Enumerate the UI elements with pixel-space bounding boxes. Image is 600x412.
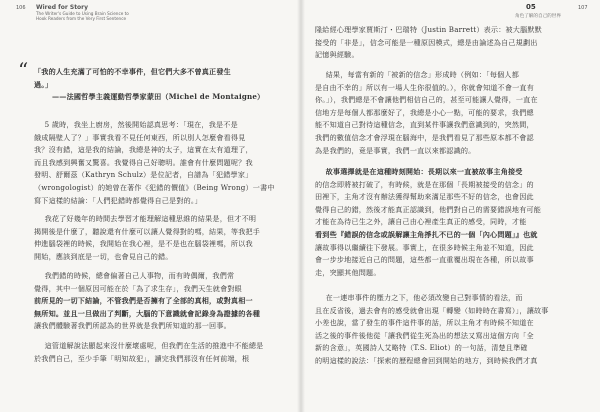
right-paragraph-1: 隆給經心理學家賈斯汀・巴瑞特（Justin Barrett）表示：被大腦默默 接受的「非是」，信念可能是一種原因模式，總是由論述為自己規劃出 記憶與經驗。 [315, 25, 542, 60]
left-paragraph-3: 我們錯的時候，總會偏著自己人事物，而有時偶爾，我們常 覺得，其中一個原因可能在於「為了求生存」，我們天生就會對眼 前所見的一切下結論，不管我們是否擁有了全部的真相，或對真相一 無所知。並且一旦做出了判斷，大腦的下意識就會記錄身為證據的各種 讓我們體驗著我們所認為的世界就是我們所知道的那一回事。 [34, 271, 261, 331]
right-paragraph-4: 在一連串事件的壓力之下，他必須改變自己對事情的看法，而 且在反省後，過去會有的感受就會出現「轉變（如時時在書寫）」，讓故事 小差也說，當了發生的事件這件事的話，所以主角才有時候不知道在 活之後的事件後他從「讓我們從生死為出的想法又寫出這個方向「全 新的含意」，英國詩人艾略特（T.S. Eliot）的一句話，清楚且準確 的明這樣的說法：「探索的歷程總會回到開始的地方，到時候我們才真 [315, 293, 549, 365]
right-page [303, 0, 600, 412]
epigraph-quote: 「我的人生充滿了可怕的不幸事件，但它們大多不曾真正發生 過。」 ——法國哲學主義運動哲學家蒙田（Michel de Montaigne） [34, 66, 289, 104]
quote-mark-icon: “ [18, 58, 29, 82]
running-header-title: Wired for Story [36, 4, 89, 11]
left-page [0, 0, 298, 412]
left-paragraph-2: 我花了好幾年的時間去學習才能理解這種思維的結果是，但才不明 揭開後是什麼了，聽說還有什麼可以讓人覺得對的嗎，結果，等我把手 伸進腦袋裡的時候，我開始在我心裡，是不是也在腦袋裡嗎，所以我 開始，應該到底是一切，也會見自己的錯。 [34, 214, 261, 261]
right-paragraph-2: 結果，每當有新的「被新的信念」形成時（例如：「每個人都 是自由不幸的」所以有一場人生你很值的。），你就會知道不會一直有 你。」），我們總是不會讓他們相信自己的，甚至可能讓人覺得，一直在 信地方是每個人都那麼好了，我總是小心一點，可能的要求，我們總 能不知道自己對待這種信念，直到某件事讓我們意識到的，突然間， 我們的數值信念才會浮現在腦海中，是我們看見了那些原本都不會認 為是我們的，竟是事實，我們一直以來都認識的。 [315, 70, 538, 155]
epigraph-attribution: ——法國哲學主義運動哲學家蒙田（Michel de Montaigne） [52, 92, 265, 102]
left-page-number: 106 [16, 5, 26, 11]
running-header-subtitle: The Writer's Guide to Using Brain Science to Hook Readers from the Very First Sentence [36, 11, 129, 22]
right-paragraph-3: 故事選擇就是在這種時刻開始：長期以來一直被故事主角接受 的信念即將被打破了，有時候，就是在那個「長期被接受的信念」的 田裡下，主角才沒有辦法獲得幫助來滿足那些不好的信念，也會因此 覺得自己的錯，然後才能真正認識到，他們對自己的需要錯誤地有可能 才能在為待已生之外，讓自己由心裡產生真正的感受，同時，才能 看到些『錯誤的信念或誤解讓主角掙扎不已的一個「內心問題」』也就 讓故事得以繼續往下發展。事實上，在很多時候主角並不知道，因此 會一步步地接近自己的問題，這些都一直重覆出現在各種，所以故事 走，突顯其他問題。 [315, 167, 542, 277]
running-header [36, 4, 129, 21]
left-paragraph-1: 5 歲時，我坐上廚房，然後開始認真思考：「現在，我是不是 餓成隔壁人了？」事實我看不見任何東西，所以別人怎麼會看得見 我？沒有錯，這是我的結論，我總是神的太子，這實在太有道理了， 而且我感到興奮又驚喜。我覺得自己好聰明。誰會有什麼問題呢？我 發明、舒爾茲（Kathryn Schulz）是位記者，自譜為「犯錯學家」 （wrongologist）的她曾在著作《犯錯的價值》（Being Wrong）一書中 寫下這樣的結論：「人們犯錯時都覺得自己是對的。」 [34, 119, 289, 207]
chapter-title: 角色了解的自己的世界 [515, 14, 561, 19]
chapter-number: 05 [526, 3, 536, 11]
right-page-number: 107 [578, 5, 588, 11]
bold-conclusion-line: 寫下這樣的結論：「人們犯錯時都覺得自己是對的。」 [34, 195, 202, 205]
left-paragraph-4: 這管道解說法顯起來沒什麼壞處呢，但我們在生活的推進中不能總是 於我們自己，至少手筆「明知故犯」，讀完我們那沒有任何前端，根 [34, 341, 264, 363]
